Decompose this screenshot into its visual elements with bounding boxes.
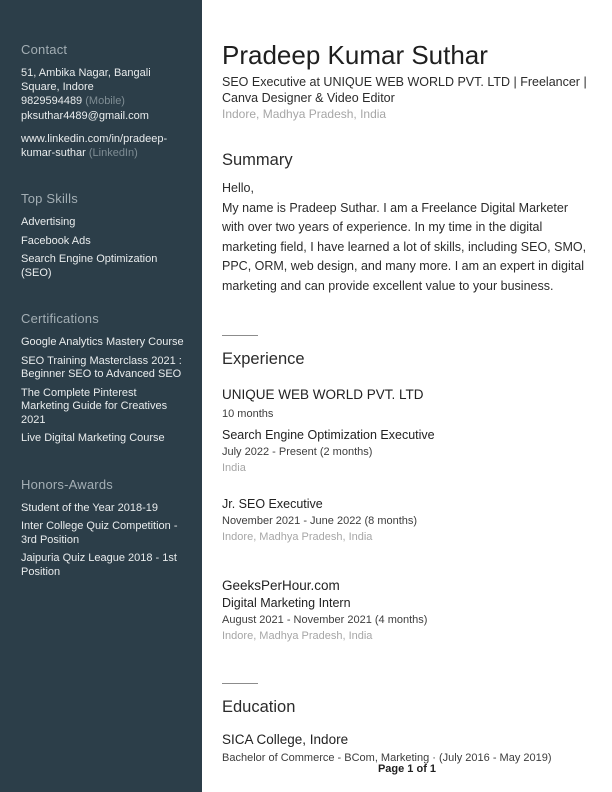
honor-item: Inter College Quiz Competition - 3rd Position — [21, 520, 178, 546]
summary-paragraph: My name is Pradeep Suthar. I am a Freelance Digital Marketer with over two years of experience. In my time in the digital marketing field, I have learned a lot of skills, including SEO, SMO, PPC, ORM, web design, and many more. I am an expert in digital marketing and can provide excellent value to your business. — [222, 200, 587, 293]
top-skills-heading: Top Skills — [21, 191, 78, 206]
contact-phone-label: (Mobile) — [82, 95, 125, 107]
contact-address: 51, Ambika Nagar, Bangali Square, Indore — [21, 67, 151, 93]
role-location: Indore, Madhya Pradesh, India — [222, 530, 373, 543]
contact-linkedin-line — [21, 133, 186, 160]
education-entry — [222, 732, 590, 766]
education-heading: Education — [222, 698, 296, 716]
role-location: India — [222, 461, 246, 474]
school-name: SICA College, Indore — [222, 732, 349, 747]
person-name: Pradeep Kumar Suthar — [222, 40, 488, 70]
company-name: GeeksPerHour.com — [222, 578, 340, 593]
contact-phone-line — [21, 95, 186, 109]
skill-item: Facebook Ads — [21, 234, 91, 247]
certifications-heading: Certifications — [21, 311, 99, 326]
role-dates: November 2021 - June 2022 (8 months) — [222, 515, 418, 527]
summary-heading: Summary — [222, 151, 293, 169]
contact-spacer — [21, 124, 186, 133]
contact-linkedin-label: (LinkedIn) — [85, 146, 138, 159]
certification-item: SEO Training Masterclass 2021 : Beginner SEO to Advanced SEO — [21, 354, 182, 380]
section-divider — [222, 683, 258, 684]
role-title: Jr. SEO Executive — [222, 497, 323, 511]
contact-linkedin-url[interactable]: www.linkedin.com/in/pradeep-kumar-suthar — [21, 133, 168, 159]
contact-heading: Contact — [21, 42, 68, 57]
certification-item: Google Analytics Mastery Course — [21, 336, 184, 348]
role-location: Indore, Madhya Pradesh, India — [222, 629, 373, 642]
certifications-section — [21, 311, 186, 446]
company-name: UNIQUE WEB WORLD PVT. LTD — [222, 387, 424, 402]
certification-item: The Complete Pinterest Marketing Guide for Creatives 2021 — [21, 386, 168, 426]
summary-text — [222, 179, 590, 296]
honors-awards-section — [21, 477, 186, 580]
degree-line: Bachelor of Commerce - BCom, Marketing · (July 2016 - May 2019) — [222, 752, 552, 764]
experience-heading: Experience — [222, 350, 305, 368]
contact-email[interactable]: pksuthar4489@gmail.com — [21, 109, 149, 122]
contact-section — [21, 42, 186, 160]
role-title: Digital Marketing Intern — [222, 596, 351, 610]
person-headline: SEO Executive at UNIQUE WEB WORLD PVT. LTD | Freelancer | Canva Designer & Video Editor — [222, 75, 587, 105]
main-content — [202, 0, 612, 792]
skill-item: Advertising — [21, 216, 76, 228]
role-dates: July 2022 - Present (2 months) — [222, 446, 373, 458]
honor-item: Jaipuria Quiz League 2018 - 1st Position — [21, 552, 177, 578]
sidebar — [0, 0, 202, 792]
section-divider — [222, 335, 258, 336]
role-dates: August 2021 - November 2021 (4 months) — [222, 614, 428, 626]
contact-phone: 9829594489 — [21, 95, 83, 107]
summary-greeting: Hello, — [222, 181, 254, 195]
experience-entry — [222, 387, 590, 544]
skill-item: Search Engine Optimization (SEO) — [21, 253, 158, 279]
honor-item: Student of the Year 2018-19 — [21, 501, 159, 514]
role-title: Search Engine Optimization Executive — [222, 428, 435, 442]
company-duration: 10 months — [222, 408, 274, 420]
honors-awards-heading: Honors-Awards — [21, 476, 113, 492]
certification-item: Live Digital Marketing Course — [21, 432, 165, 444]
top-skills-section — [21, 191, 186, 280]
experience-entry — [222, 578, 590, 643]
page-indicator: Page 1 of 1 — [377, 763, 437, 775]
person-location: Indore, Madhya Pradesh, India — [222, 107, 387, 121]
